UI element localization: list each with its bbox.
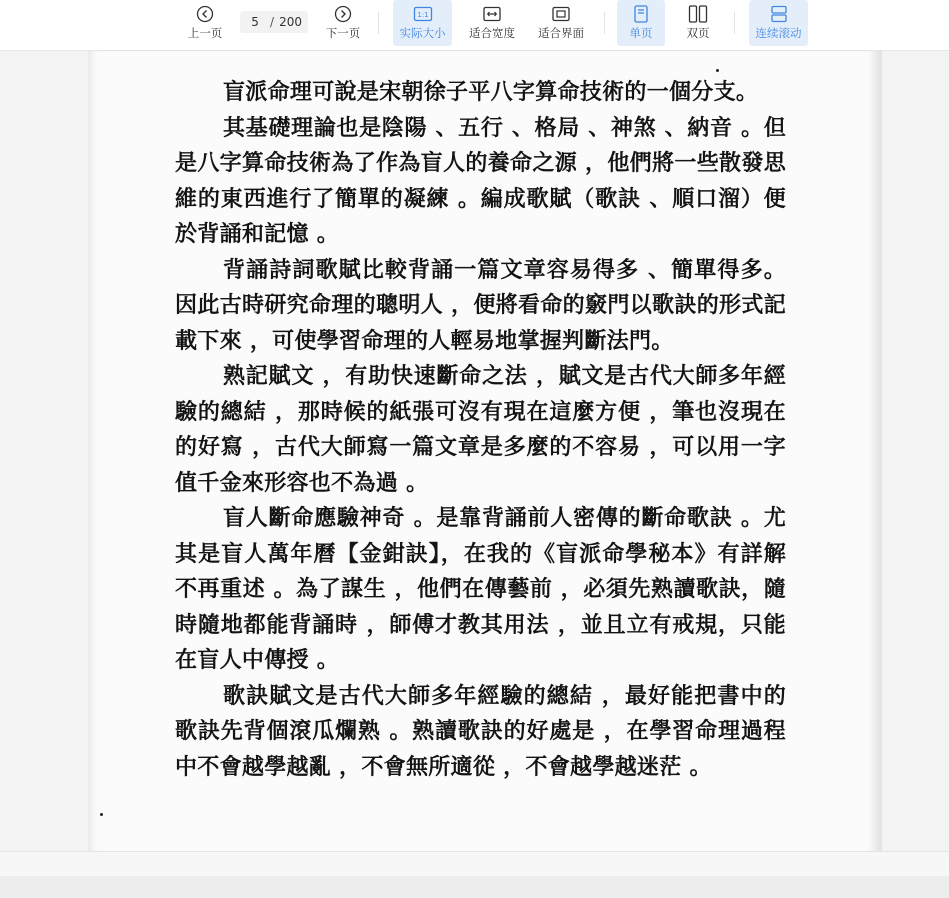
document-viewer[interactable] <box>0 51 949 851</box>
chevron-right-icon <box>333 4 353 24</box>
svg-text:1:1: 1:1 <box>416 11 429 19</box>
page-indicator <box>240 11 308 33</box>
current-page-input[interactable] <box>246 15 264 29</box>
fit-page-button[interactable] <box>533 0 589 46</box>
next-page-label: 下一页 <box>325 26 361 40</box>
fit-page-icon <box>551 4 571 24</box>
double-page-button[interactable] <box>676 0 720 46</box>
fit-width-label: 适合宽度 <box>469 26 515 40</box>
page-separator: / <box>270 15 275 29</box>
next-page-button[interactable] <box>321 0 365 46</box>
paragraph: 其基礎理論也是陰陽 、五行 、格局 、神煞 、納音 。但是八字算命技術為了作為盲人的養命之源 ，他們將一些散發思維的東西進行了簡單的凝練 。編成歌賦（歌訣 、順口溜）便於背誦和記憶 。 <box>175 114 786 247</box>
prev-page-label: 上一页 <box>187 26 223 40</box>
status-bar <box>0 876 949 898</box>
chevron-left-icon <box>195 4 215 24</box>
actual-size-label: 实际大小 <box>399 26 446 40</box>
actual-size-icon <box>413 4 433 24</box>
fit-width-icon <box>482 4 502 24</box>
prev-page-button[interactable] <box>183 0 227 46</box>
paragraph: 歌訣賦文是古代大師多年經驗的總結 ，最好能把書中的歌訣先背個滾瓜爛熟 。熟讀歌訣的好處是 ，在學習命理過程中不會越學越亂 ，不會無所適從 ，不會越學越迷茫 。 <box>175 682 786 780</box>
double-page-icon <box>688 4 708 24</box>
continuous-scroll-icon <box>769 4 789 24</box>
paragraph: 熟記賦文 ，有助快速斷命之法 ，賦文是古代大師多年經驗的總結 ，那時候的紙張可沒有現在這麼方便 ，筆也沒現在的好寫 ，古代大師寫一篇文章是多麼的不容易 ，可以用一字值千金來形容也不為過 。 <box>175 363 786 496</box>
toolbar-divider <box>378 12 379 34</box>
scan-speck <box>716 69 719 72</box>
paragraph: 盲人斷命應驗神奇 。是靠背誦前人密傳的斷命歌訣 。尤其是盲人萬年曆【金鉗訣】，在我的《盲派命學秘本》有詳解不再重述 。為了謀生 ，他們在傳藝前 ，必須先熟讀歌訣，隨時隨地都能背誦時 ，師傅才教其用法 ，並且立有戒規，只能在盲人中傳授 。 <box>175 505 786 673</box>
fit-page-label: 适合界面 <box>538 26 584 40</box>
fit-width-button[interactable] <box>464 0 520 46</box>
paragraph: 盲派命理可說是宋朝徐子平八字算命技術的一個分支。 <box>223 79 759 105</box>
toolbar-divider <box>734 12 735 34</box>
scan-speck <box>100 813 103 816</box>
toolbar <box>0 0 949 51</box>
single-page-icon <box>631 4 651 24</box>
continuous-scroll-label: 连续滚动 <box>755 26 802 40</box>
continuous-scroll-button[interactable] <box>749 0 808 46</box>
document-page <box>88 51 882 851</box>
paragraph: 背誦詩詞歌賦比較背誦一篇文章容易得多 、簡單得多。因此古時研究命理的聰明人 ，便將看命的竅門以歌訣的形式記載下來 ，可使學習命理的人輕易地掌握判斷法門。 <box>175 256 786 354</box>
toolbar-divider <box>604 12 605 34</box>
double-page-label: 双页 <box>686 26 710 40</box>
single-page-label: 单页 <box>629 26 653 40</box>
total-pages: 200 <box>279 15 302 29</box>
horizontal-scrollbar[interactable] <box>0 851 949 876</box>
page-text <box>175 75 786 785</box>
actual-size-button[interactable] <box>393 0 452 46</box>
single-page-button[interactable] <box>617 0 665 46</box>
page-edge-shadow <box>868 51 882 851</box>
